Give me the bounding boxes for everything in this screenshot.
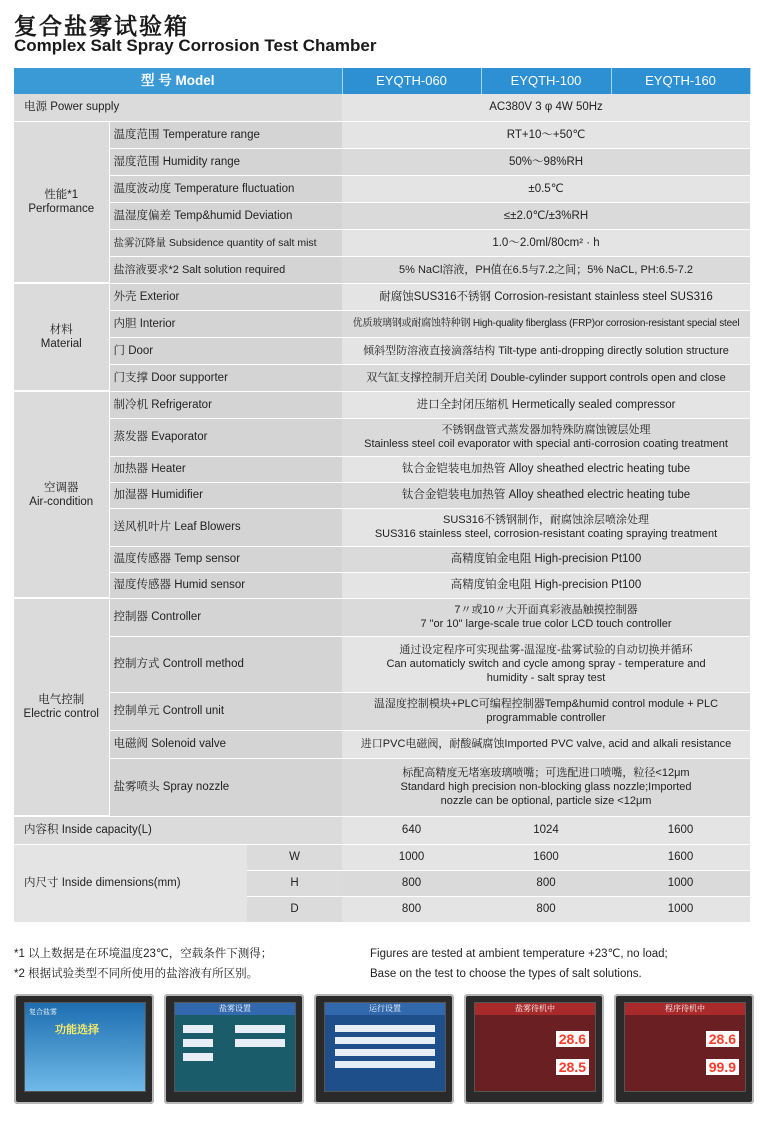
screen-thumbnail: 盐雾设置 xyxy=(164,994,304,1104)
table-row: 加热器 Heater 钛合金铠装电加热管 Alloy sheathed electric heating tube xyxy=(14,456,750,482)
screen-thumbnail: 程序待机中 28.6 99.9 xyxy=(614,994,754,1104)
footnote-1: *1 以上数据是在环境温度23℃，空载条件下测得； Figures are tested at ambient temperature +23℃, no load; xyxy=(14,948,668,960)
performance-category: 性能*1 Performance xyxy=(14,121,109,283)
table-row: 电磁阀 Solenoid valve 进口PVC电磁阀，耐酸碱腐蚀Imported PVC valve, acid and alkali resistance xyxy=(14,730,750,758)
electric-category: 电气控制 Electric control xyxy=(14,598,109,816)
model-060: EYQTH-060 xyxy=(342,68,481,94)
footnotes xyxy=(14,944,754,984)
table-row: D 800 800 1000 xyxy=(14,896,750,922)
model-160: EYQTH-160 xyxy=(611,68,750,94)
power-value: AC380V 3 φ 4W 50Hz xyxy=(342,94,750,121)
table-row: 控制单元 Controll unit 温湿度控制模块+PLC可编程控制器Temp&humid control module + PLC programmable controller xyxy=(14,692,750,730)
table-header-row xyxy=(14,68,750,94)
page-title-cn: 复合盐雾试验箱 xyxy=(14,14,189,40)
page-title-en: Complex Salt Spray Corrosion Test Chamber xyxy=(14,36,377,55)
table-row: 盐溶液要求*2 Salt solution required 5% NaCl溶液，PH值在6.5与7.2之间；5% NaCL, PH:6.5-7.2 xyxy=(14,256,750,283)
power-row xyxy=(14,94,750,121)
table-row: 门支撑 Door supporter 双气缸支撑控制开启关闭 Double-cylinder support controls open and close xyxy=(14,364,750,391)
table-row: 盐雾沉降量 Subsidence quantity of salt mist 1.0～2.0ml/80cm² · h xyxy=(14,229,750,256)
table-row: 盐雾喷头 Spray nozzle 标配高精度无堵塞玻璃喷嘴；可选配进口喷嘴，粒径<12μm Standard high precision non-blocking glass nozzle;Imported nozzle can be optional, particle size <12μm xyxy=(14,758,750,816)
table-row: 空调器 Air-condition 制冷机 Refrigerator 进口全封闭压缩机 Hermetically sealed compressor xyxy=(14,391,750,418)
table-row: 内尺寸 Inside dimensions(mm) W 1000 1600 1600 xyxy=(14,844,750,870)
table-row: 湿度传感器 Humid sensor 高精度铂金电阻 High-precision Pt100 xyxy=(14,572,750,598)
capacity-label: 内容积 Inside capacity(L) xyxy=(14,816,342,844)
table-row: 加湿器 Humidifier 钛合金铠装电加热管 Alloy sheathed electric heating tube xyxy=(14,482,750,508)
table-row: 温度传感器 Temp sensor 高精度铂金电阻 High-precision Pt100 xyxy=(14,546,750,572)
table-row: 送风机叶片 Leaf Blowers SUS316不锈钢制作，耐腐蚀涂层喷涂处理 SUS316 stainless steel, corrosion-resistant coating spraying treatment xyxy=(14,508,750,546)
capacity-row: 内容积 Inside capacity(L) 640 1024 1600 xyxy=(14,816,750,844)
table-row: 内胆 Interior 优质玻璃钢或耐腐蚀特种钢 High-quality fiberglass (FRP)or corrosion-resistant special steel xyxy=(14,310,750,337)
screen-thumbnail: 复合盐雾 功能选择 xyxy=(14,994,154,1104)
dimensions-label: 内尺寸 Inside dimensions(mm) xyxy=(14,844,247,922)
table-row: 蒸发器 Evaporator 不锈钢盘管式蒸发器加特殊防腐蚀镀层处理 Stainless steel coil evaporator with special anti-corrosion coating treatment xyxy=(14,418,750,456)
power-label: 电源 Power supply xyxy=(14,94,342,121)
table-row: 门 Door 倾斜型防溶液直接滴落结构 Tilt-type anti-dropping directly solution structure xyxy=(14,337,750,364)
table-row: 性能*1 Performance 温度范围 Temperature range RT+10～+50℃ xyxy=(14,121,750,148)
table-row: 材料 Material 外壳 Exterior 耐腐蚀SUS316不锈钢 Corrosion-resistant stainless steel SUS316 xyxy=(14,283,750,310)
footnote-2: *2 根据试验类型不同所使用的盐溶液有所区别。 Base on the test to choose the types of salt solutions. xyxy=(14,968,642,980)
screen-thumbnail: 盐雾待机中 28.6 28.5 xyxy=(464,994,604,1104)
table-row: 控制方式 Controll method 通过设定程序可实现盐雾-温湿度-盐雾试验的自动切换并循环 Can automaticly switch and cycle among spray - temperature and humidity - salt spray test xyxy=(14,636,750,692)
controller-screens xyxy=(14,994,754,1104)
table-row: 温度波动度 Temperature fluctuation ±0.5℃ xyxy=(14,175,750,202)
table-row: 温湿度偏差 Temp&humid Deviation ≤±2.0℃/±3%RH xyxy=(14,202,750,229)
table-row: 电气控制 Electric control 控制器 Controller 7〃或10〃大开面真彩液晶触摸控制器 7 "or 10" large-scale true color LCD touch controller xyxy=(14,598,750,636)
table-row: H 800 800 1000 xyxy=(14,870,750,896)
screen-thumbnail: 运行设置 xyxy=(314,994,454,1104)
spec-table xyxy=(14,68,751,923)
material-category: 材料 Material xyxy=(14,283,109,391)
table-row: 湿度范围 Humidity range 50%～98%RH xyxy=(14,148,750,175)
model-100: EYQTH-100 xyxy=(481,68,611,94)
aircon-category: 空调器 Air-condition xyxy=(14,391,109,598)
model-header: 型 号 Model xyxy=(14,68,342,94)
